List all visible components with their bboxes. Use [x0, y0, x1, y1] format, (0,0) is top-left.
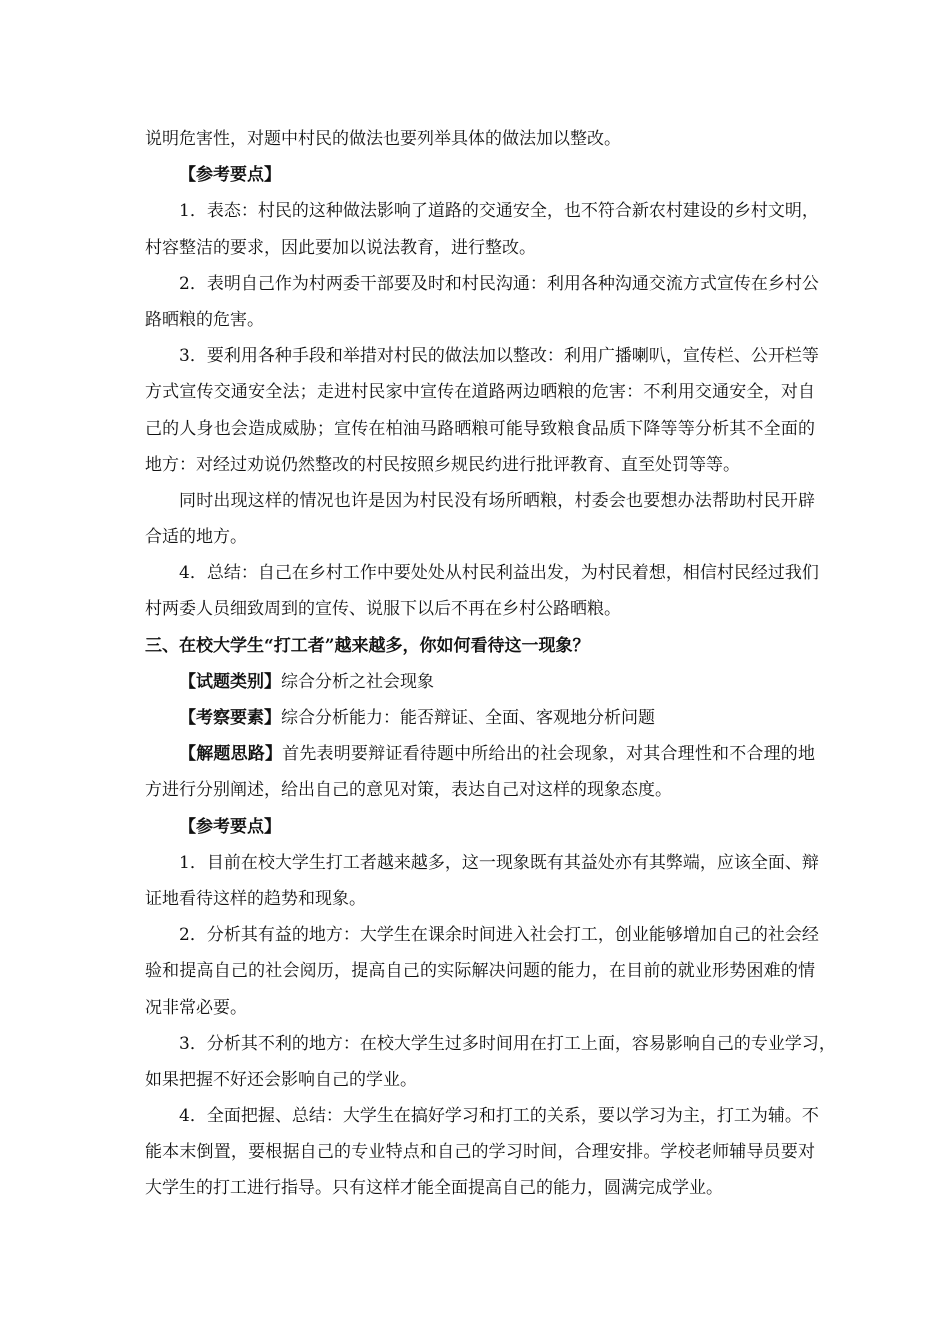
paragraph-line: 2．表明自己作为村两委干部要及时和村民沟通：利用各种沟通交流方式宣传在乡村公	[179, 273, 819, 294]
question-elements	[145, 700, 815, 736]
paragraph-line: 况非常必要。	[145, 997, 247, 1018]
question-category	[145, 664, 815, 700]
paragraph-line: 3．分析其不利的地方：在校大学生过多时间用在打工上面，容易影响自己的专业学习，	[179, 1033, 836, 1054]
paragraph-line: 合适的地方。	[145, 527, 247, 548]
paragraph-line: 方进行分别阐述，给出自己的意见对策，表达自己对这样的现象态度。	[145, 780, 672, 801]
paragraph-line: 大学生的打工进行指导。只有这样才能全面提高自己的能力，圆满完成学业。	[145, 1178, 723, 1199]
paragraph-line: 能本末倒置，要根据自己的专业特点和自己的学习时间，合理安排。学校老师辅导员要对	[145, 1142, 815, 1163]
paragraph-line: 如果把握不好还会影响自己的学业。	[145, 1069, 417, 1090]
paragraph-line: 村容整洁的要求，因此要加以说法教育，进行整改。	[145, 237, 536, 258]
paragraph-line: 3．要利用各种手段和举措对村民的做法加以整改：利用广播喇叭，宣传栏、公开栏等	[179, 346, 819, 367]
paragraph-line: 4．总结：自己在乡村工作中要处处从村民利益出发，为村民着想，相信村民经过我们	[179, 563, 819, 584]
question-approach	[145, 736, 815, 772]
question-heading: 三、在校大学生“打工者”越来越多，你如何看待这一现象？	[145, 635, 590, 656]
approach-value: 首先表明要辩证看待题中所给出的社会现象，对其合理性和不合理的地	[282, 744, 816, 765]
section-label: 【参考要点】	[179, 816, 281, 837]
paragraph-line: 路晒粮的危害。	[145, 309, 264, 330]
paragraph-line: 说明危害性，对题中村民的做法也要列举具体的做法加以整改。	[145, 129, 621, 149]
paragraph-line: 己的人身也会造成威胁；宣传在柏油马路晒粮可能导致粮食品质下降等等分析其不全面的	[145, 418, 815, 439]
category-label: 【试题类别】	[179, 671, 281, 692]
paragraph-line: 证地看待这样的趋势和现象。	[145, 888, 366, 909]
category-value: 综合分析之社会现象	[281, 671, 434, 692]
paragraph-line: 地方：对经过劝说仍然整改的村民按照乡规民约进行批评教育、直至处罚等等。	[145, 454, 740, 475]
section-label: 【参考要点】	[179, 165, 281, 186]
elements-value: 综合分析能力：能否辩证、全面、客观地分析问题	[281, 708, 655, 728]
approach-label: 【解题思路】	[179, 744, 283, 765]
paragraph-line: 1．表态：村民的这种做法影响了道路的交通安全，也不符合新农村建设的乡村文明，	[179, 201, 819, 222]
paragraph-line: 2．分析其有益的地方：大学生在课余时间进入社会打工，创业能够增加自己的社会经	[179, 925, 819, 946]
elements-label: 【考察要素】	[179, 708, 281, 728]
paragraph-line: 方式宣传交通安全法；走进村民家中宣传在道路两边晒粮的危害：不利用交通安全，对自	[145, 382, 815, 403]
paragraph-line: 村两委人员细致周到的宣传、说服下以后不再在乡村公路晒粮。	[145, 599, 621, 620]
paragraph-line: 1．目前在校大学生打工者越来越多，这一现象既有其益处亦有其弊端，应该全面、辩	[179, 852, 819, 873]
paragraph-line: 4．全面把握、总结：大学生在搞好学习和打工的关系，要以学习为主，打工为辅。不	[179, 1106, 819, 1127]
paragraph-line: 同时出现这样的情况也许是因为村民没有场所晒粮，村委会也要想办法帮助村民开辟	[179, 490, 815, 511]
paragraph-line: 验和提高自己的社会阅历，提高自己的实际解决问题的能力，在目前的就业形势困难的情	[145, 961, 815, 982]
document-body	[145, 121, 836, 1207]
